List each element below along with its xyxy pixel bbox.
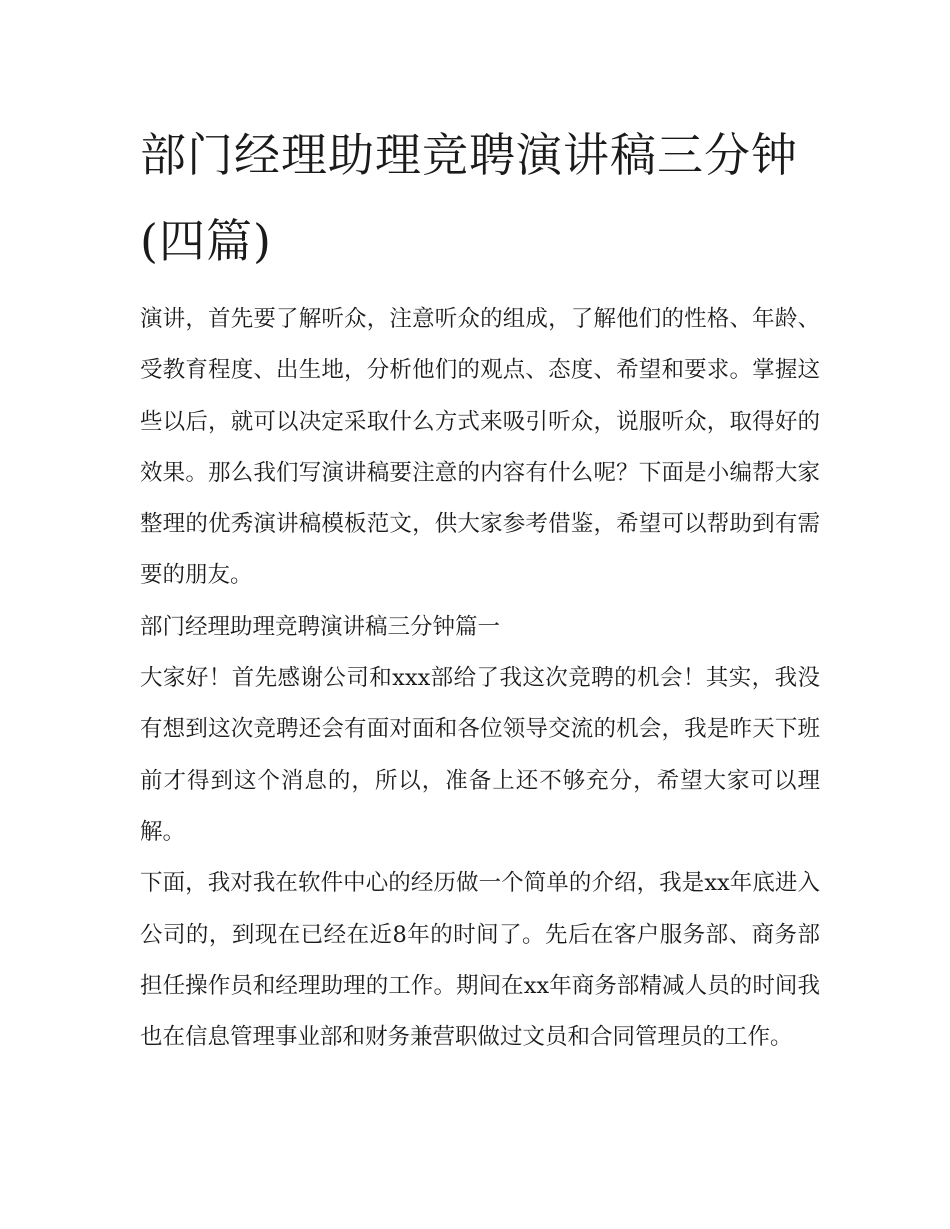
- document-page: [140, 112, 820, 1063]
- section-heading: 部门经理助理竞聘演讲稿三分钟篇一: [140, 613, 501, 640]
- document-title: 部门经理助理竞聘演讲稿三分钟(四篇): [140, 128, 798, 268]
- body-paragraph-1: 大家好！首先感谢公司和xxx部给了我这次竞聘的机会！其实，我没有想到这次竞聘还会有面对面和各位领导交流的机会，我是昨天下班前才得到这个消息的，所以，准备上还不够充分，希望大家可以理解。: [140, 665, 820, 845]
- intro-paragraph: 演讲，首先要了解听众，注意听众的组成，了解他们的性格、年龄、受教育程度、出生地，分析他们的观点、态度、希望和要求。掌握这些以后，就可以决定采取什么方式来吸引听众，说服听众，取得好的效果。那么我们写演讲稿要注意的内容有什么呢？下面是小编帮大家整理的优秀演讲稿模板范文，供大家参考借鉴，希望可以帮助到有需要的朋友。: [140, 306, 820, 589]
- body-paragraph-2: 下面，我对我在软件中心的经历做一个简单的介绍，我是xx年底进入公司的，到现在已经在近8年的时间了。先后在客户服务部、商务部担任操作员和经理助理的工作。期间在xx年商务部精减人员的时间我也在信息管理事业部和财务兼营职做过文员和合同管理员的工作。: [140, 870, 820, 1051]
